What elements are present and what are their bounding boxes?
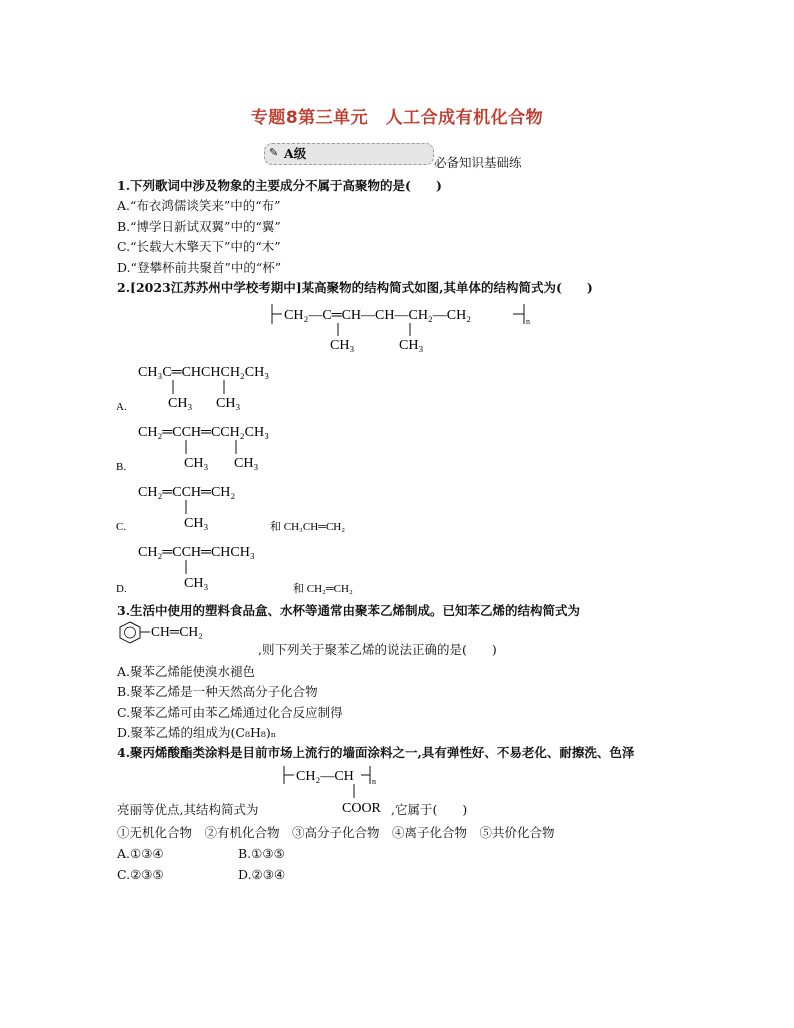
benzene-ring-icon <box>120 622 140 643</box>
q2-option-d-formula: CH₂═CCH═CHCH₃ <box>138 545 255 560</box>
q2-polymer-n: n <box>526 317 530 326</box>
q2-option-c-sub: CH₃ <box>184 516 209 531</box>
q1-option-b: B.“博学日新试双翼”中的“翼” <box>117 219 281 234</box>
q2-option-a-formula: CH₃C═CHCHCH₂CH₃ <box>138 365 270 380</box>
q4-polymer-sub: COOR <box>342 801 381 816</box>
styrene-vinyl-group: CH═CH₂ <box>151 624 203 639</box>
q2-option-b <box>116 420 336 474</box>
q3-stem-continued: ,则下列关于聚苯乙烯的说法正确的是( ) <box>258 642 497 657</box>
q4-polymer-chain: CH₂—CH <box>296 769 354 784</box>
q2-polymer-sub-1: CH₃ <box>330 338 355 353</box>
q2-polymer-chain: CH₂—C═CH—CH—CH₂—CH₂ <box>284 308 472 323</box>
badge-label: A级 <box>284 146 307 161</box>
q1-option-a: A.“布衣鸿儒谈笑来”中的“布” <box>117 198 281 213</box>
section-subtitle: 必备知识基础练 <box>434 155 522 170</box>
q2-polymer-structure <box>260 300 540 356</box>
q2-polymer-sub-2: CH₃ <box>399 338 424 353</box>
q2-option-c <box>116 480 376 534</box>
q2-option-c-label: C. <box>116 521 127 533</box>
q2-option-a-sub-1: CH₃ <box>168 396 193 411</box>
q3-stem: 3.生活中使用的塑料食品盒、水杯等通常由聚苯乙烯制成。已知苯乙烯的结构简式为 <box>117 603 581 618</box>
q2-option-a <box>116 360 336 414</box>
q2-option-c-extra: 和 CH₃CH═CH₂ <box>270 521 346 533</box>
q2-option-a-sub-2: CH₃ <box>216 396 241 411</box>
q2-option-a-label: A. <box>116 401 127 413</box>
q4-stem: 4.聚丙烯酸酯类涂料是目前市场上流行的墙面涂料之一,具有弹性好、不易老化、耐擦洗、色泽 <box>117 745 635 760</box>
q2-option-d-label: D. <box>116 583 127 595</box>
q3-option-d: D.聚苯乙烯的组成为(C₈H₈)ₙ <box>117 725 277 740</box>
q4-stem-continued: 亮丽等优点,其结构简式为 <box>117 802 259 817</box>
q1-stem: 1.下列歌词中涉及物象的主要成分不属于高聚物的是( ) <box>117 178 442 193</box>
q4-option-a: A.①③④ <box>117 846 164 861</box>
q3-option-c: C.聚苯乙烯可由苯乙烯通过化合反应制得 <box>117 705 343 720</box>
q2-option-d-extra: 和 CH₂═CH₂ <box>293 583 353 595</box>
q4-option-d: D.②③④ <box>238 867 286 882</box>
q2-option-b-formula: CH₂═CCH═CCH₂CH₃ <box>138 425 269 440</box>
q4-polymer-n: n <box>372 777 376 786</box>
q1-option-c: C.“长载大木擎天下”中的“木” <box>117 239 281 254</box>
q3-option-b: B.聚苯乙烯是一种天然高分子化合物 <box>117 684 318 699</box>
q2-option-d-sub: CH₃ <box>184 576 209 591</box>
q2-stem: 2.[2023江苏苏州中学校考期中]某高聚物的结构简式如图,其单体的结构简式为( ) <box>117 280 593 295</box>
q2-option-d <box>116 540 396 596</box>
q4-option-c: C.②③⑤ <box>117 867 164 882</box>
q1-option-d: D.“登攀杯前共聚首”中的“杯” <box>117 260 282 275</box>
q4-compound-types: ①无机化合物 ②有机化合物 ③高分子化合物 ④离子化合物 ⑤共价化合物 <box>117 825 555 840</box>
q3-option-a: A.聚苯乙烯能使溴水褪色 <box>117 664 256 679</box>
q2-option-b-sub-1: CH₃ <box>184 456 209 471</box>
section-badge <box>264 143 434 165</box>
pencil-icon: ✎ <box>269 146 279 159</box>
q2-option-b-sub-2: CH₃ <box>234 456 259 471</box>
q2-option-c-formula: CH₂═CCH═CH₂ <box>138 485 236 500</box>
styrene-structure <box>117 619 247 647</box>
q4-option-b: B.①③⑤ <box>238 846 285 861</box>
q4-stem-end: ,它属于( ) <box>391 802 468 817</box>
page-title: 专题8第三单元 人工合成有机化合物 <box>250 108 544 128</box>
q2-option-b-label: B. <box>116 461 127 473</box>
